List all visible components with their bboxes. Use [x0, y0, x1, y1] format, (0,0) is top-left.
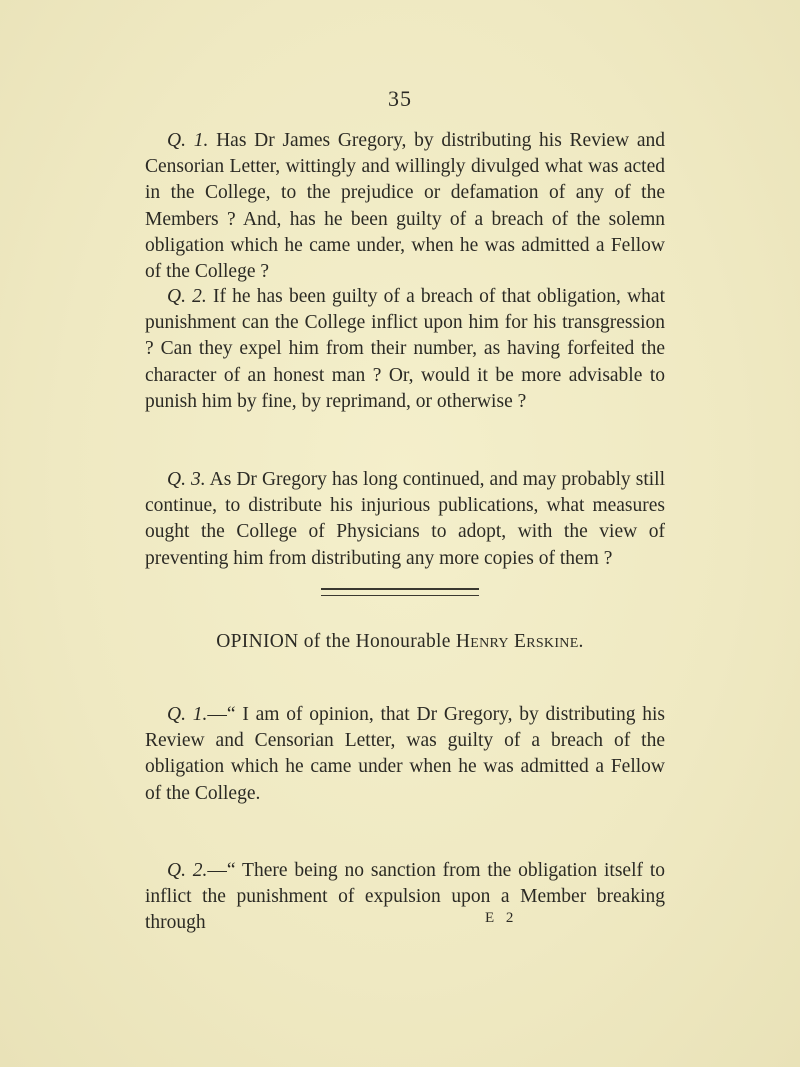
section-divider-rule [321, 588, 479, 596]
query-1 [145, 128, 665, 285]
query-2-label: Q. 2. [167, 286, 207, 307]
answer-1-label: Q. 1. [167, 704, 208, 725]
answer-1-text: —“ I am of opinion, that Dr Gregory, by distributing his Review and Censorian Letter, was guilty of a breach of the obligation which he came under when he was admitted a Fellow of the College. [145, 704, 665, 804]
query-3-label: Q. 3. [167, 469, 206, 490]
query-2-text: If he has been guilty of a breach of that obligation, what punishment can the College inflict upon him for his transgression ? Can they expel him from their number, as having forfeited the character of an honest man ? Or, would it be more advisable to punish him by fine, by reprimand, or otherwise ? [145, 286, 665, 412]
signature-mark: E 2 [485, 910, 518, 926]
answer-2-text: —“ There being no sanction from the obligation itself to inflict the punishment of expulsion upon a Member breaking through [145, 860, 665, 934]
query-2 [145, 284, 665, 415]
answer-2-label: Q. 2. [167, 860, 208, 881]
opinion-author-name: Henry Erskine. [455, 631, 584, 652]
opinion-heading-middle: of the Honourable [303, 631, 451, 652]
answer-1 [145, 702, 665, 807]
query-3-text: As Dr Gregory has long continued, and may probably still continue, to distribute his injurious publications, what measures ought the College of Physicians to adopt, with the view of preventing him from distributing any more copies of them ? [145, 469, 665, 569]
opinion-heading-prefix: OPINION [216, 631, 299, 652]
opinion-heading [0, 631, 800, 653]
query-1-label: Q. 1. [167, 130, 209, 151]
answer-2 [145, 858, 665, 937]
query-1-text: Has Dr James Gregory, by distributing his Review and Censorian Letter, wittingly and willingly divulged what was acted in the College, to the prejudice or defamation of any of the Members ? And, has he been guilty of a breach of the solemn obligation which he came under, when he was admitted a Fellow of the College ? [145, 130, 666, 283]
query-3 [145, 467, 665, 572]
page-number: 35 [388, 86, 412, 111]
